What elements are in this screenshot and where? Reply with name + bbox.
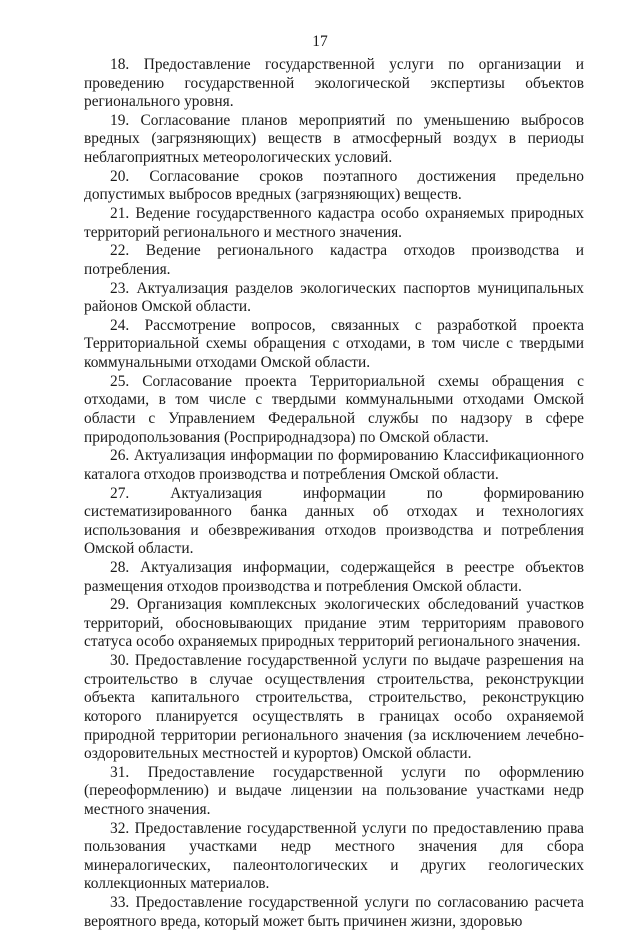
paragraph-33: 33. Предоставление государственной услуги по согласованию расчета вероятного вреда, который может быть причинен жизни, здоровью (84, 894, 584, 930)
paragraph-26: 26. Актуализация информации по формированию Классификационного каталога отходов производства и потребления Омской области. (84, 447, 584, 483)
paragraph-20: 20. Согласование сроков поэтапного достижения предельно допустимых выбросов вредных (загрязняющих) веществ. (84, 167, 584, 204)
paragraph-28: 28. Актуализация информации, содержащейся в реестре объектов размещения отходов производства и потребления Омской области. (84, 558, 584, 595)
paragraph-21: 21. Ведение государственного кадастра особо охраняемых природных территорий регионального и местного значения. (84, 205, 584, 241)
page-number: 17 (312, 33, 328, 50)
paragraph-30: 30. Предоставление государственной услуги по выдаче разрешения на строительство в случае осуществления строительства, реконструкции объекта капитального строительства, строительство, реконструкцию которого планируется осуществлять в границах особо охраняемой природной территории регионального значения (за исключением лечебно-оздоровительных местностей и курортов) Омской области. (84, 652, 584, 763)
paragraph-27: 27. Актуализация информации по формированию систематизированного банка данных об отходах и технологиях использования и обезвреживания отходов производства и потребления Омской области. (84, 484, 584, 558)
paragraph-18: 18. Предоставление государственной услуги по организации и проведению государственной экологической экспертизы объектов регионального уровня. (84, 56, 584, 111)
document-body (84, 56, 584, 931)
paragraph-32: 32. Предоставление государственной услуги по предоставлению права пользования участками недр местного значения для сбора минералогических, палеонтологических и других геологических коллекционных материалов. (84, 819, 584, 893)
paragraph-19: 19. Согласование планов мероприятий по уменьшению выбросов вредных (загрязняющих) веществ в атмосферный воздух в периоды неблагоприятных метеорологических условий. (84, 111, 584, 167)
paragraph-24: 24. Рассмотрение вопросов, связанных с разработкой проекта Территориальной схемы обращения с отходами, в том числе с твердыми коммунальными отходами Омской области. (84, 316, 584, 372)
paragraph-25: 25. Согласование проекта Территориальной схемы обращения с отходами, в том числе с твердыми коммунальными отходами Омской области с Управлением Федеральной службы по надзору в сфере природопользования (Росприроднадзора) по Омской области. (84, 372, 584, 446)
paragraph-29: 29. Организация комплексных экологических обследований участков территорий, обосновывающих придание этим территориям правового статуса особо охраняемых природных территорий регионального значения. (84, 596, 584, 651)
paragraph-23: 23. Актуализация разделов экологических паспортов муниципальных районов Омской области. (84, 279, 584, 316)
paragraph-22: 22. Ведение регионального кадастра отходов производства и потребления. (84, 242, 584, 278)
paragraph-31: 31. Предоставление государственной услуги по оформлению (переоформлению) и выдаче лицензии на пользование участками недр местного значения. (84, 763, 584, 818)
